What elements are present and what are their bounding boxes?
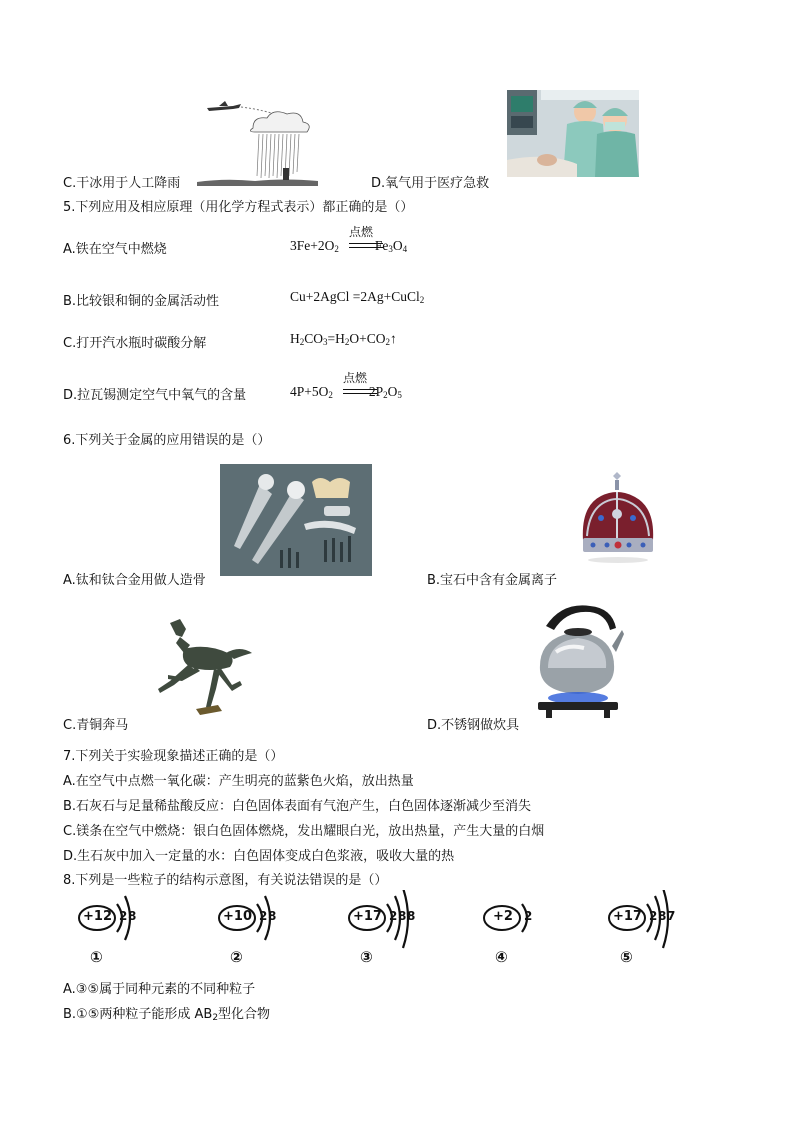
q5-option-c-equation: $H_2CO_3=H_2O+CO_2↑$ [290,331,397,347]
q7-option-b: B.石灰石与足量稀盐酸反应：白色固体表面有气泡产生，白色固体逐渐减少至消失 [63,799,532,814]
q5-option-a-equation: $3Fe+2O_2$ $Fe_3O_4$ [290,238,408,254]
q5-option-a-text: A.铁在空气中燃烧 [63,242,167,257]
q6-option-a: A.钛和钛合金用做人造骨 [63,573,206,588]
particle-diagram [468,890,588,970]
q4-option-d: D.氧气用于医疗急救 [371,176,490,191]
q6-option-d: D.不锈钢做炊具 [427,718,520,733]
crown-photo [577,470,659,568]
q7-option-c: C.镁条在空气中燃烧：银白色固体燃烧，发出耀眼白光，放出热量，产生大量的白烟 [63,824,545,839]
shell-electron-count: 8 [658,909,667,923]
q8-option-b: B.①⑤两种粒子能形成 $AB_2$型化合物 [63,1007,271,1023]
particle-label: ③ [360,948,373,966]
q5-option-d-text: D.拉瓦锡测定空气中氧气的含量 [63,388,247,403]
shell-electron-count: 2 [119,909,128,923]
titanium-bone-photo [220,464,372,576]
particle-label: ⑤ [620,948,633,966]
q5-option-b-equation: Cu+2AgCl =2Ag+CuCl$_2$ [290,289,425,305]
nucleus-charge: +10 [223,909,252,924]
kettle-photo [532,600,624,718]
q6-option-c: C.青铜奔马 [63,718,129,733]
nucleus-charge: +17 [613,909,642,924]
particle-label: ④ [495,948,508,966]
q5-stem: 5.下列应用及相应原理（用化学方程式表示）都正确的是（） [63,200,414,215]
particle-diagram [593,890,713,970]
shell-electron-count: 8 [268,909,277,923]
q7-option-a: A.在空气中点燃一氧化碳：产生明亮的蓝紫色火焰，放出热量 [63,774,414,789]
q7-option-d: D.生石灰中加入一定量的水：白色固体变成白色浆液，吸收大量的热 [63,849,455,864]
q6-stem: 6.下列关于金属的应用错误的是（） [63,433,271,448]
particle-label: ① [90,948,103,966]
nucleus-charge: +17 [353,909,382,924]
shell-electron-count: 8 [398,909,407,923]
particle-label: ② [230,948,243,966]
shell-electron-count: 8 [407,909,416,923]
medical-oxygen-photo [507,90,639,177]
nucleus-charge: +12 [83,909,112,924]
bronze-horse-photo [140,615,262,723]
q8-stem: 8.下列是一些粒子的结构示意图，有关说法错误的是（） [63,873,388,888]
particle-diagram [63,890,183,970]
q5-option-c-text: C.打开汽水瓶时碳酸分解 [63,336,207,351]
nucleus-charge: +2 [493,909,513,924]
shell-electron-count: 7 [667,909,676,923]
particle-diagrams [63,890,713,970]
q4-option-c: C.干冰用于人工降雨 [63,176,181,191]
q7-stem: 7.下列关于实验现象描述正确的是（） [63,749,284,764]
particle-diagram [203,890,323,970]
q6-option-b: B.宝石中含有金属离子 [427,573,558,588]
shell-electron-count: 2 [649,909,658,923]
shell-electron-count: 2 [524,909,533,923]
shell-electron-count: 2 [259,909,268,923]
q5-option-b-text: B.比较银和铜的金属活动性 [63,294,220,309]
q5-a-condition: 点燃 [349,225,374,239]
q5-option-d-equation: $4P+5O_2$ $2P_2O_5$ [290,384,402,400]
rain-illustration [195,98,320,186]
shell-electron-count: 2 [389,909,398,923]
particle-diagram [333,890,453,970]
q5-d-condition: 点燃 [343,371,368,385]
q8-option-a: A.③⑤属于同种元素的不同种粒子 [63,982,256,997]
shell-electron-count: 8 [128,909,137,923]
